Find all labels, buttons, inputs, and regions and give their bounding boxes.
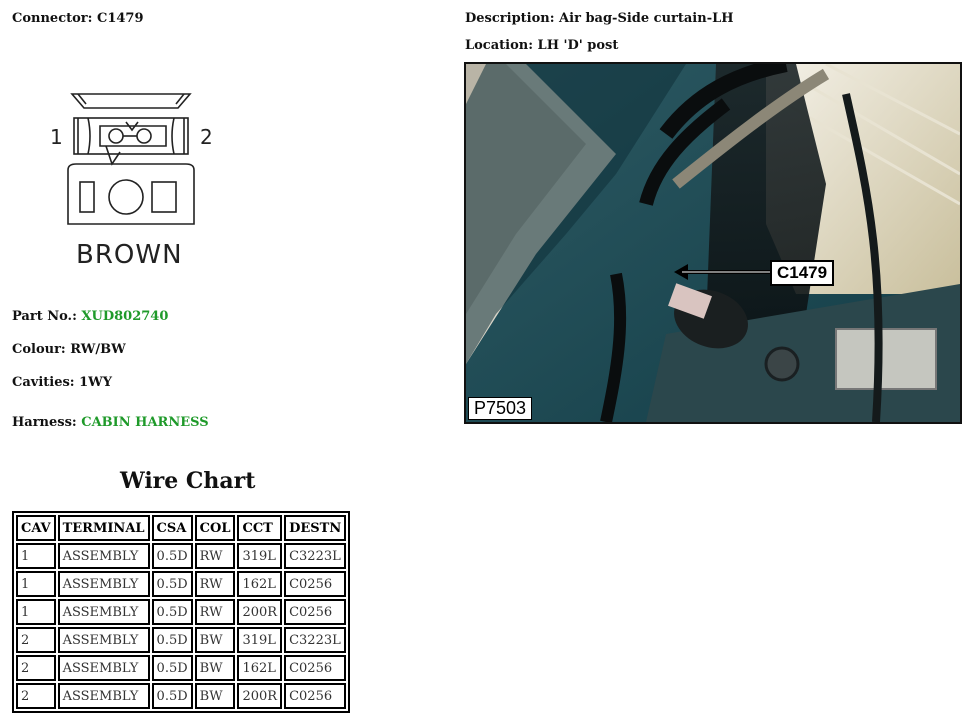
cell-terminal: ASSEMBLY [58,655,150,681]
cell-cav: 2 [16,627,56,653]
cell-csa: 0.5D [152,627,193,653]
cell-csa: 0.5D [152,655,193,681]
header-destn: DESTN [284,515,346,541]
table-row [16,571,346,597]
wire-chart-table [12,511,350,713]
cell-col: RW [195,543,236,569]
part-number-label: Part No.: [12,309,82,324]
connector-field [12,11,144,26]
harness-label: Harness: [12,415,82,430]
header-col: COL [195,515,236,541]
cavities-value: 1WY [79,375,113,390]
location-value: LH 'D' post [537,38,619,53]
photo-reference-id: P7503 [468,397,532,420]
location-field [465,38,618,53]
cell-cct: 200R [237,599,282,625]
description-field [465,11,734,26]
location-label: Location: [465,38,538,53]
pin-2-label: 2 [200,125,213,149]
header-terminal: TERMINAL [58,515,150,541]
table-row [16,683,346,709]
cell-terminal: ASSEMBLY [58,627,150,653]
cell-destn: C3223L [284,627,346,653]
wire-chart-title: Wire Chart [120,468,256,494]
cell-destn: C3223L [284,543,346,569]
cell-csa: 0.5D [152,599,193,625]
cell-col: BW [195,627,236,653]
cell-cav: 1 [16,571,56,597]
table-row [16,627,346,653]
cell-csa: 0.5D [152,571,193,597]
cell-destn: C0256 [284,683,346,709]
cell-terminal: ASSEMBLY [58,543,150,569]
cell-destn: C0256 [284,655,346,681]
description-value: Air bag-Side curtain-LH [559,11,734,26]
cell-terminal: ASSEMBLY [58,599,150,625]
cell-col: BW [195,655,236,681]
colour-value: RW/BW [70,342,126,357]
connector-colour-label: BROWN [76,240,183,270]
harness-field [12,415,209,430]
cavities-field [12,375,112,390]
header-cav: CAV [16,515,56,541]
cell-cct: 162L [237,571,282,597]
cell-destn: C0256 [284,571,346,597]
cell-terminal: ASSEMBLY [58,571,150,597]
cell-cct: 319L [237,627,282,653]
photo-callout-label: C1479 [770,260,834,286]
cell-col: BW [195,683,236,709]
cavities-label: Cavities: [12,375,80,390]
cell-cav: 2 [16,655,56,681]
cell-csa: 0.5D [152,543,193,569]
cell-cav: 1 [16,599,56,625]
part-number-value: XUD802740 [81,309,169,324]
header-cct: CCT [237,515,282,541]
table-row [16,543,346,569]
cell-col: RW [195,571,236,597]
cell-destn: C0256 [284,599,346,625]
connector-value: C1479 [96,11,144,26]
table-header-row [16,515,346,541]
cell-cct: 162L [237,655,282,681]
table-row [16,599,346,625]
table-row [16,655,346,681]
cell-terminal: ASSEMBLY [58,683,150,709]
cell-col: RW [195,599,236,625]
pin-1-label: 1 [50,125,63,149]
part-number-field [12,309,168,324]
cell-cav: 1 [16,543,56,569]
cell-cct: 200R [237,683,282,709]
harness-value: CABIN HARNESS [81,415,209,430]
connector-label: Connector: [12,11,97,26]
colour-label: Colour: [12,342,71,357]
header-csa: CSA [152,515,193,541]
colour-field [12,342,126,357]
location-photo-illustration [466,64,960,422]
location-photo [464,62,962,424]
cell-cct: 319L [237,543,282,569]
description-label: Description: [465,11,560,26]
cell-cav: 2 [16,683,56,709]
cell-csa: 0.5D [152,683,193,709]
